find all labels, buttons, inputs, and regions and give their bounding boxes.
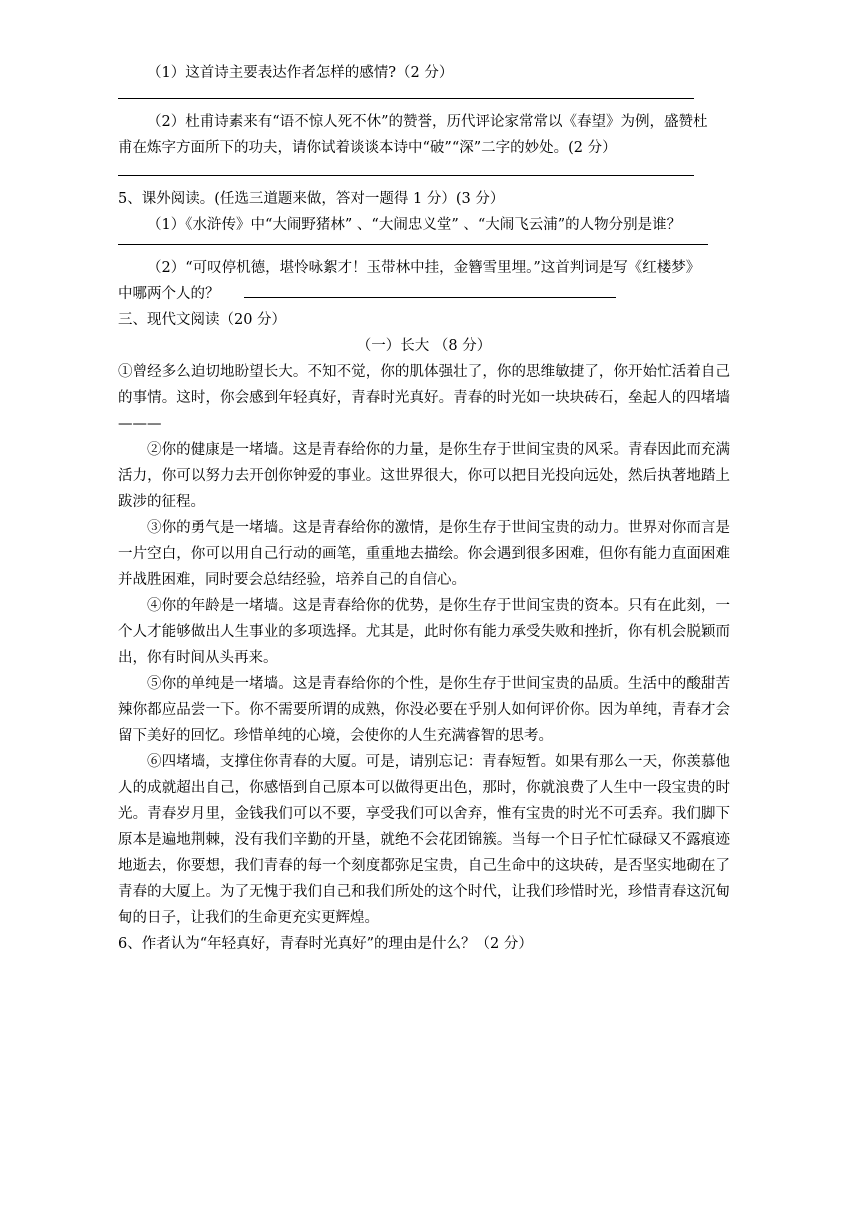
exam-page <box>118 60 730 957</box>
paragraph-text: ⑤你的单纯是一堵墙。这是青春给你的个性，是你生存于世间宝贵的品质。生活中的酸甜苦辣你都应品尝一下。你不需要所谓的成熟，你没必要在乎别人如何评价你。因为单纯，青春才会留下美好的回忆。珍惜单纯的心境，会使你的人生充满睿智的思考。 <box>118 676 730 744</box>
paragraph-text: ⑥四堵墙，支撑住你青春的大厦。可是，请别忘记：青春短暂。如果有那么一天，你羡慕他人的成就超出自己，你感悟到自己原本可以做得更出色，那时，你就浪费了人生中一段宝贵的时光。青春岁月里，金钱我们可以不要，享受我们可以舍弃，惟有宝贵的时光不可丢弃。我们脚下原本是遍地荆棘，没有我们辛勤的开垦，就绝不会花团锦簇。当每一个日子忙忙碌碌又不露痕迹地逝去，你要想，我们青春的每一个刻度都弥足宝贵，自己生命中的这块砖，是否坚实地砌在了青春的大厦上。为了无愧于我们自己和我们所处的这个时代，让我们珍惜时光，珍惜青春这沉甸甸的日子，让我们的生命更充实更辉煌。 <box>118 754 730 926</box>
question-5-sub2-text: 中哪两个人的？ <box>118 286 220 302</box>
passage-paragraph-1 <box>118 359 730 437</box>
question-5-heading: 5、课外阅读。(任选三道题来做，答对一题得 1 分）(3 分） <box>118 191 505 207</box>
poem-question-1: （1）这首诗主要表达作者怎样的感情?（2 分） <box>147 65 454 81</box>
question-5-sub1: （1）《水浒传》中“大闹野猪林” 、“大闹忠义堂” 、“大闹飞云浦”的人物分别是谁？ <box>147 217 682 233</box>
passage-paragraph-3 <box>118 515 730 593</box>
poem-question-2-line1: （2）杜甫诗素来有“语不惊人死不休”的赞誉，历代评论家常常以《春望》为例，盛赞杜 <box>147 114 708 130</box>
question-6: 6、作者认为“年轻真好，青春时光真好”的理由是什么？（2 分） <box>118 936 533 952</box>
question-5-sub2-line1: （2）“可叹停机德，堪怜咏絮才！玉带林中挂，金簪雪里埋。”这首判词是写《红楼梦》 <box>147 260 701 276</box>
answer-line <box>118 175 694 176</box>
section-3-heading: 三、现代文阅读（20 分） <box>118 312 287 328</box>
passage-paragraph-2 <box>118 437 730 515</box>
answer-blank <box>244 283 616 298</box>
answer-line <box>118 98 694 99</box>
paragraph-text: ④你的年龄是一堵墙。这是青春给你的优势，是你生存于世间宝贵的资本。只有在此刻，一个人才能够做出人生事业的多项选择。尤其是，此时你有能力承受失败和挫折，你有机会脱颖而出，你有时间从头再来。 <box>118 598 730 666</box>
answer-line <box>118 244 708 245</box>
paragraph-text: ①曾经多么迫切地盼望长大。不知不觉，你的肌体强壮了，你的思维敏捷了，你开始忙活着自己的事情。这时，你会感到年轻真好，青春时光真好。青春的时光如一块块砖石，垒起人的四堵墙——— <box>118 364 730 432</box>
passage-paragraph-6 <box>118 749 730 931</box>
question-5-sub2-line2 <box>118 281 730 307</box>
passage-title: （一）长大 （8 分） <box>356 338 492 354</box>
paragraph-text: ③你的勇气是一堵墙。这是青春给你的激情，是你生存于世间宝贵的动力。世界对你而言是一片空白，你可以用自己行动的画笔，重重地去描绘。你会遇到很多困难，但你有能力直面困难并战胜困难，同时要会总结经验，培养自己的自信心。 <box>118 520 730 588</box>
passage-paragraph-5 <box>118 671 730 749</box>
paragraph-text: ②你的健康是一堵墙。这是青春给你的力量，是你生存于世间宝贵的风采。青春因此而充满活力，你可以努力去开创你钟爱的事业。这世界很大，你可以把目光投向远处，然后执著地踏上跋涉的征程。 <box>118 442 730 510</box>
passage-paragraph-4 <box>118 593 730 671</box>
poem-question-2-line2: 甫在炼字方面所下的功夫，请你试着谈谈本诗中“破”“深”二字的妙处。(2 分） <box>118 140 617 156</box>
